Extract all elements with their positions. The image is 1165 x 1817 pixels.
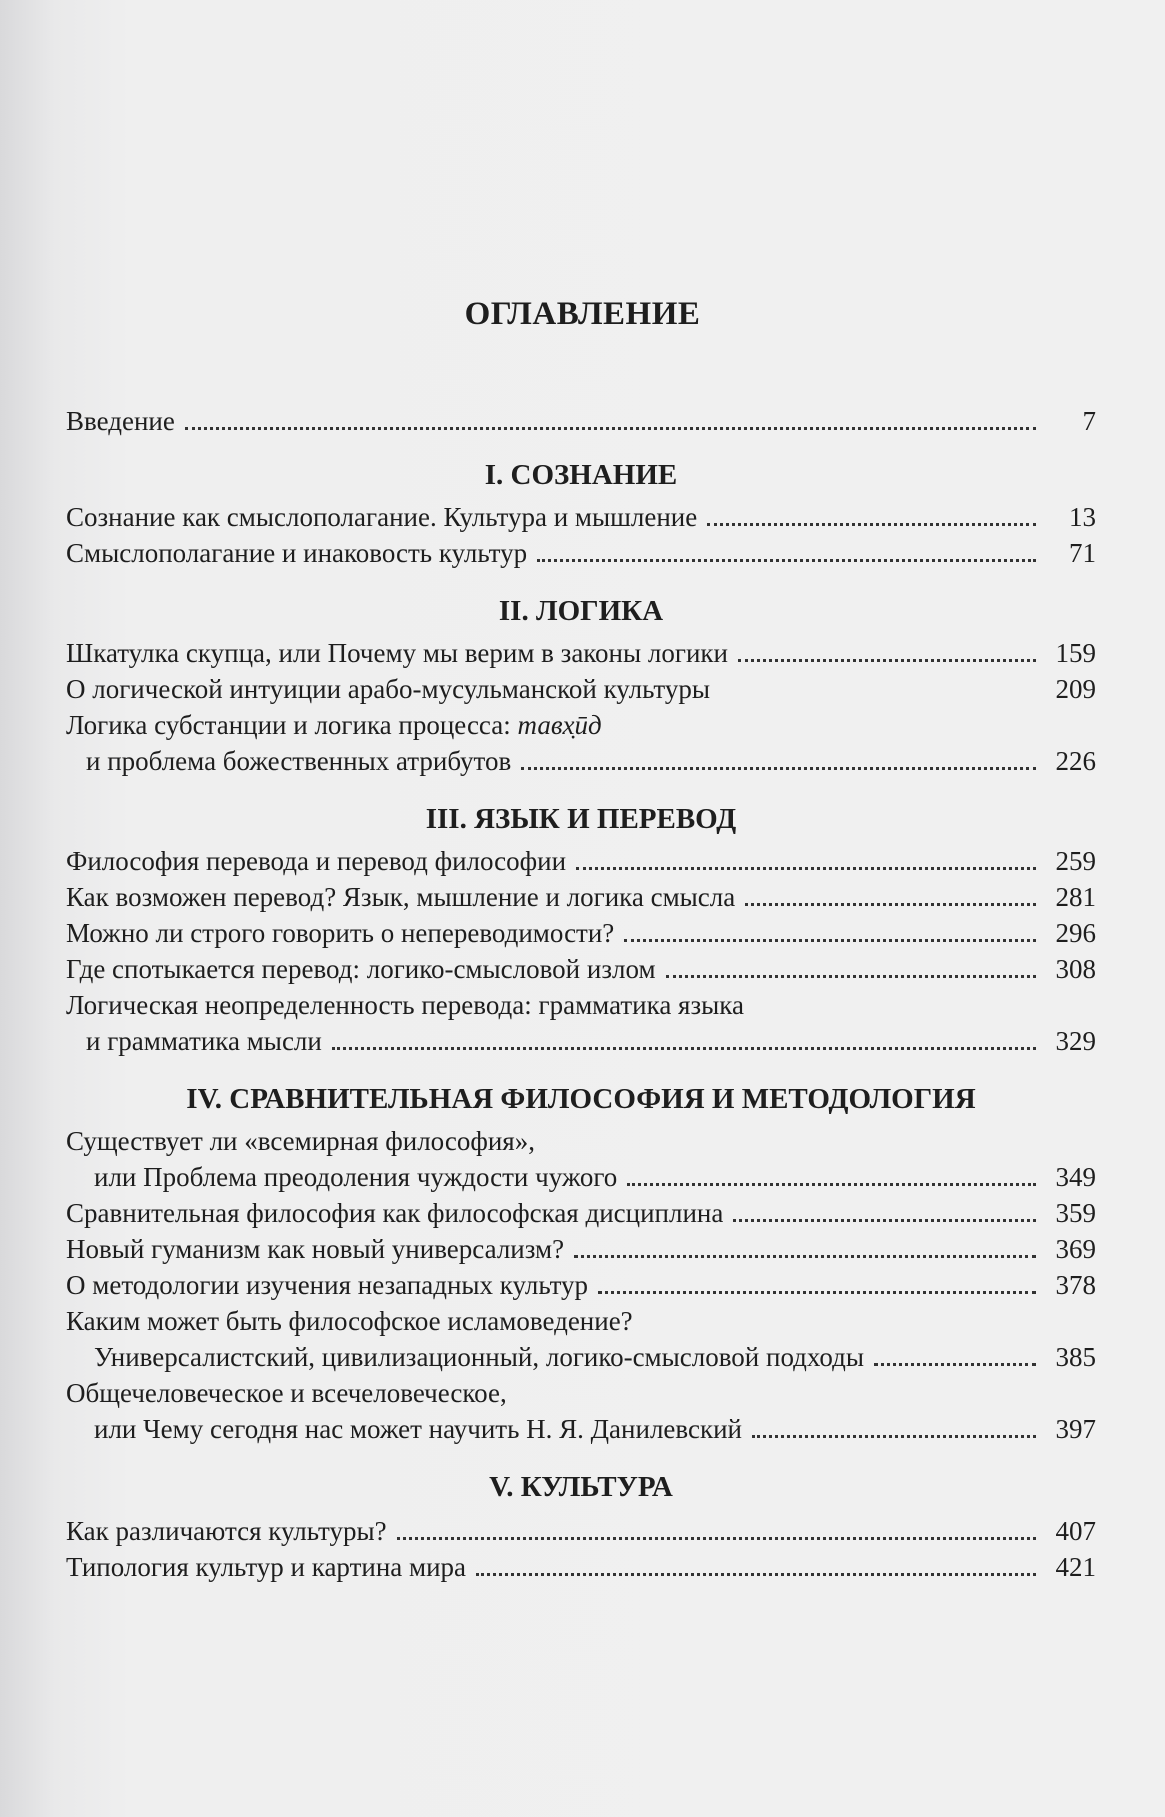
toc-entry[interactable] xyxy=(66,915,1096,951)
toc-entry[interactable] xyxy=(66,1195,1096,1231)
page-number: 349 xyxy=(1055,1162,1096,1192)
page-number: 259 xyxy=(1055,846,1096,876)
page-number: 378 xyxy=(1055,1270,1096,1300)
toc-entry-intro[interactable] xyxy=(66,403,1096,439)
leader-dots xyxy=(624,939,1036,942)
leader-dots xyxy=(627,1183,1036,1186)
leader-dots xyxy=(745,903,1036,906)
toc-entry[interactable] xyxy=(66,1231,1096,1267)
entry-title: Сознание как смыслополагание. Культура и мышление xyxy=(66,502,698,532)
leader-dots xyxy=(332,1047,1036,1050)
leader-dots xyxy=(738,659,1036,662)
leader-dots xyxy=(707,523,1036,526)
section-heading: I. СОЗНАНИЕ xyxy=(484,459,678,491)
leader-dots xyxy=(397,1537,1036,1540)
page-number: 281 xyxy=(1055,882,1096,912)
leader-dots xyxy=(720,695,1036,698)
entry-title: Сравнительная философия как философская дисциплина xyxy=(66,1198,724,1228)
page-number: 385 xyxy=(1055,1342,1096,1372)
entry-title: О методологии изучения незападных культур xyxy=(66,1270,589,1300)
leader-dots xyxy=(666,975,1036,978)
page-number: 308 xyxy=(1055,954,1096,984)
toc-entry[interactable] xyxy=(66,1513,1096,1549)
leader-dots xyxy=(733,1219,1036,1222)
toc-entry[interactable] xyxy=(66,535,1096,571)
entry-title: Универсалистский, цивилизационный, логико-смысловой подходы xyxy=(94,1342,864,1372)
entry-title: Введение xyxy=(66,406,175,436)
leader-dots xyxy=(874,1363,1036,1366)
page-number: 359 xyxy=(1055,1198,1096,1228)
section-heading: IV. СРАВНИТЕЛЬНАЯ ФИЛОСОФИЯ И МЕТОДОЛОГИЯ xyxy=(186,1083,976,1115)
section-heading: II. ЛОГИКА xyxy=(498,595,664,627)
leader-dots xyxy=(476,1573,1036,1576)
leader-dots xyxy=(521,767,1036,770)
entry-title: Типология культур и картина мира xyxy=(66,1552,467,1582)
entry-title: или Чему сегодня нас может научить Н. Я. Данилевский xyxy=(94,1414,742,1444)
entry-title: Как возможен перевод? Язык, мышление и логика смысла xyxy=(66,882,736,912)
entry-title: и грамматика мысли xyxy=(86,1026,322,1056)
toc-entry[interactable] xyxy=(66,499,1096,535)
toc-title: ОГЛАВЛЕНИЕ xyxy=(464,296,701,332)
toc-entry[interactable] xyxy=(66,1549,1096,1585)
page-number: 13 xyxy=(1069,502,1096,532)
entry-title: Можно ли строго говорить о непереводимости? xyxy=(66,918,615,948)
entry-title: Где спотыкается перевод: логико-смысловой излом xyxy=(66,954,656,984)
entry-title-line1[interactable]: Логическая неопределенность перевода: грамматика языка xyxy=(66,990,744,1020)
leader-dots xyxy=(574,1255,1036,1258)
page-number: 369 xyxy=(1055,1234,1096,1264)
entry-title: Философия перевода и перевод философии xyxy=(66,846,567,876)
entry-title: О логической интуиции арабо-мусульманской культуры xyxy=(66,674,710,704)
leader-dots xyxy=(537,559,1036,562)
entry-title-line1[interactable]: Существует ли «всемирная философия», xyxy=(66,1126,535,1156)
entry-title: и проблема божественных атрибутов xyxy=(86,746,512,776)
page-number: 209 xyxy=(1055,674,1096,704)
entry-title: Шкатулка скупца, или Почему мы верим в законы логики xyxy=(66,638,728,668)
entry-title: Смыслополагание и инаковость культур xyxy=(66,538,528,568)
entry-title: или Проблема преодоления чуждости чужого xyxy=(94,1162,618,1192)
entry-title: Как различаются культуры? xyxy=(66,1516,387,1546)
page-number: 226 xyxy=(1055,746,1096,776)
page-number: 7 xyxy=(1082,406,1096,436)
leader-dots xyxy=(598,1291,1036,1294)
toc-entry[interactable] xyxy=(66,1339,1096,1375)
toc-entry[interactable] xyxy=(66,1023,1096,1059)
toc-entry[interactable] xyxy=(66,1159,1096,1195)
toc-entry[interactable] xyxy=(66,671,1096,707)
page-number: 407 xyxy=(1055,1516,1096,1546)
page-number: 329 xyxy=(1055,1026,1096,1056)
page-number: 397 xyxy=(1055,1414,1096,1444)
toc-entry[interactable] xyxy=(66,635,1096,671)
entry-title-italic: тавх̣ӣд xyxy=(517,710,602,740)
leader-dots xyxy=(752,1435,1036,1438)
page-number: 421 xyxy=(1055,1552,1096,1582)
toc-entry[interactable] xyxy=(66,1267,1096,1303)
toc-entry[interactable] xyxy=(66,843,1096,879)
entry-title-part: Логика субстанции и логика процесса: xyxy=(66,710,518,740)
page-number: 159 xyxy=(1055,638,1096,668)
entry-title: Новый гуманизм как новый универсализм? xyxy=(66,1234,565,1264)
entry-title-line1[interactable]: Каким может быть философское исламоведение? xyxy=(66,1306,633,1336)
toc-entry[interactable] xyxy=(66,743,1096,779)
leader-dots xyxy=(185,427,1036,430)
page-number: 296 xyxy=(1055,918,1096,948)
table-of-contents xyxy=(66,403,1096,1585)
entry-title-line1[interactable]: Общечеловеческое и всечеловеческое, xyxy=(66,1378,507,1408)
page-number: 71 xyxy=(1069,538,1096,568)
section-heading: III. ЯЗЫК И ПЕРЕВОД xyxy=(425,803,737,835)
entry-title-line1[interactable] xyxy=(66,707,1096,743)
toc-entry[interactable] xyxy=(66,879,1096,915)
section-heading: V. КУЛЬТУРА xyxy=(489,1471,673,1503)
toc-entry[interactable] xyxy=(66,1411,1096,1447)
toc-entry[interactable] xyxy=(66,951,1096,987)
leader-dots xyxy=(576,867,1036,870)
